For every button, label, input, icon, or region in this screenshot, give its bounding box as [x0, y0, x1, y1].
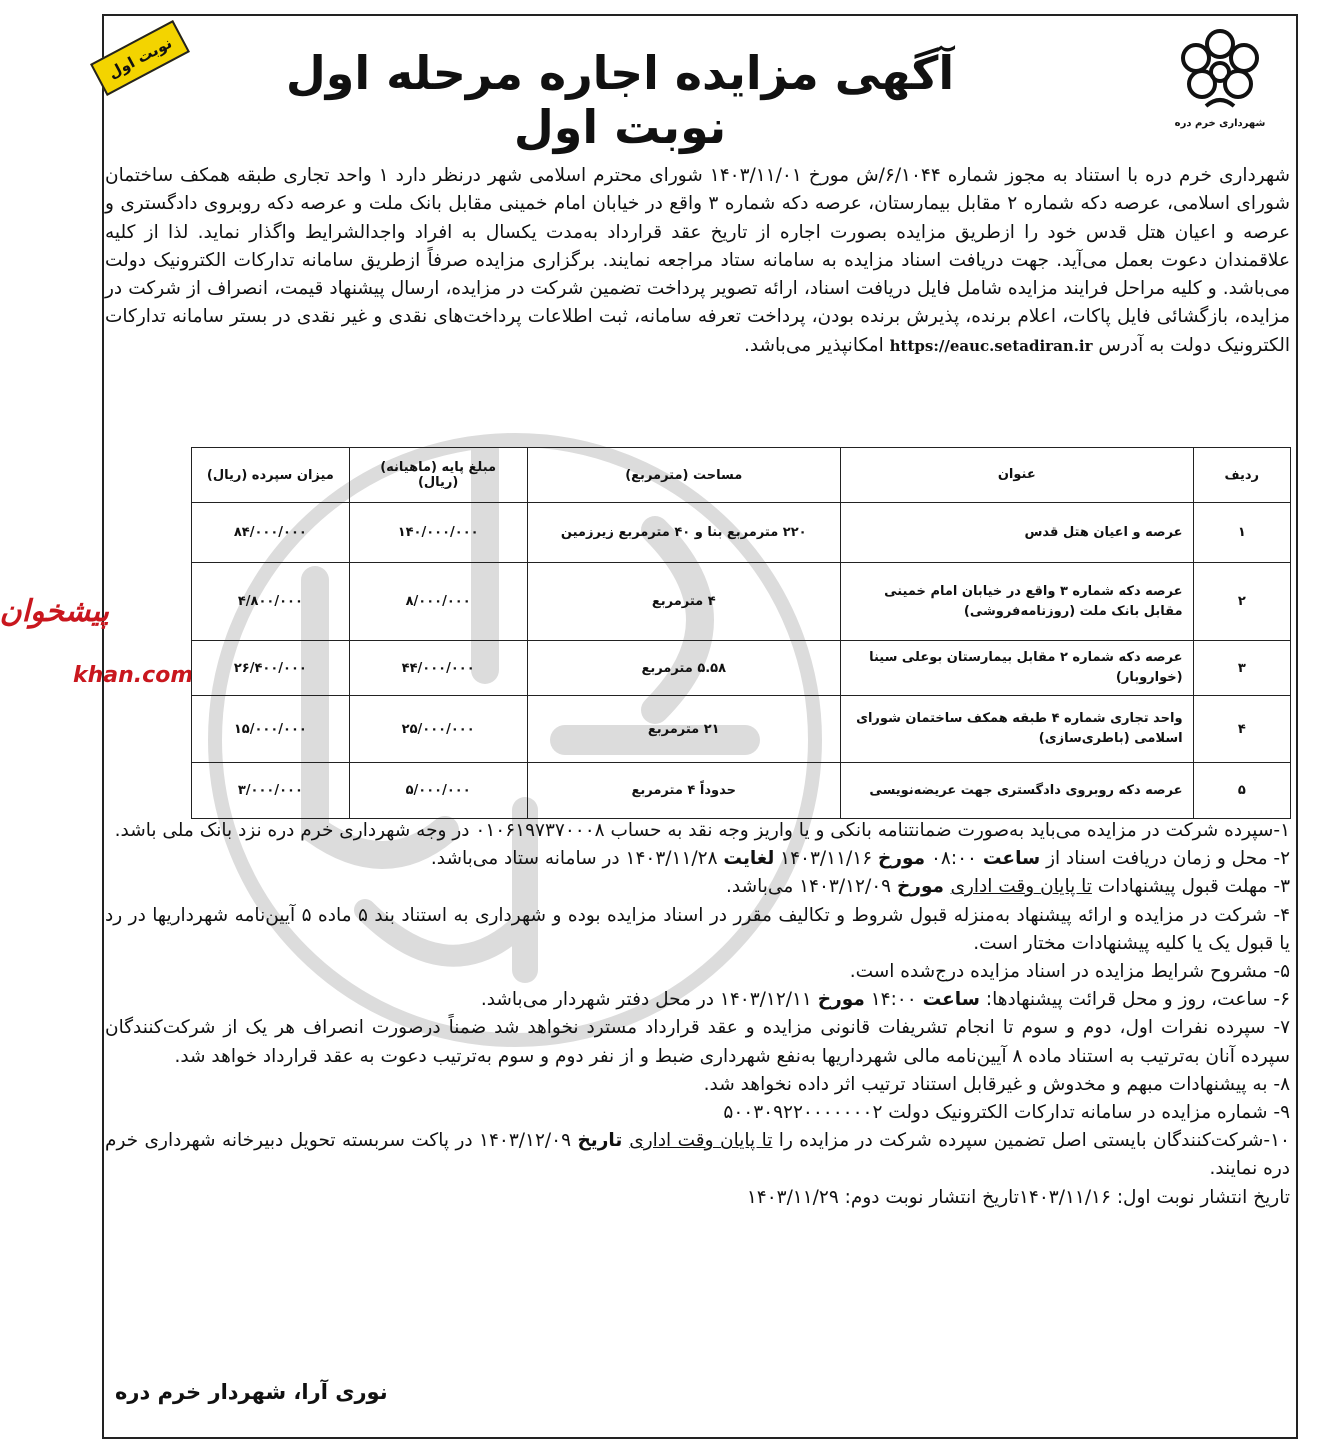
- setad-url-link[interactable]: https://eauc.setadiran.ir: [889, 336, 1093, 355]
- cell-title: واحد تجاری شماره ۴ طبقه همکف ساختمان شورای اسلامی (باطری‌سازی): [840, 696, 1193, 763]
- logo-caption: شهرداری خرم دره: [1174, 118, 1266, 129]
- table-row: [192, 763, 1291, 819]
- header-base-price: مبلغ پایه (ماهیانه) (ریال): [349, 448, 527, 503]
- term-2: ۲- محل و زمان دریافت اسناد از ساعت ۰۸:۰۰ مورخ ۱۴۰۳/۱۱/۱۶ لغایت ۱۴۰۳/۱۱/۲۸ در سامانه ستاد می‌باشد.: [430, 848, 1290, 870]
- cell-row-number: ۱: [1193, 503, 1290, 563]
- term-9: ۹- شماره مزایده در سامانه تدارکات الکترونیک دولت ۵۰۰۳۰۹۲۲۰۰۰۰۰۰۰۲: [723, 1102, 1290, 1124]
- header-title: عنوان: [840, 448, 1193, 503]
- term-7: ۷- سپرده نفرات اول، دوم و سوم تا انجام تشریفات قانونی مزایده و عقد قرارداد مسترد نخواهد شد ضمناً درصورت انصراف هر یک از شرکت‌کنندگان سپرده آنان به‌ترتیب به استناد ماده ۸ آیین‌نامه مالی شهرداریها به‌نفع شهرداری ضبط و از نفر دوم و سوم به‌ترتیب دعوت به عقد قرارداد خواهد شد.: [105, 1017, 1290, 1067]
- cell-deposit: ۴/۸۰۰/۰۰۰: [192, 563, 350, 641]
- side-watermark-en: khan.com: [73, 662, 194, 688]
- cell-deposit: ۱۵/۰۰۰/۰۰۰: [192, 696, 350, 763]
- cell-area: ۵.۵۸ مترمربع: [527, 641, 840, 696]
- table-row: [192, 563, 1291, 641]
- cell-title: عرصه دکه شماره ۳ واقع در خیابان امام خمینی مقابل بانک ملت (روزنامه‌فروشی): [840, 563, 1193, 641]
- intro-paragraph: [105, 162, 1290, 360]
- term-8: ۸- به پیشنهادات مبهم و مخدوش و غیرقابل استناد ترتیب اثر داده نخواهد شد.: [703, 1073, 1290, 1095]
- table-row: [192, 696, 1291, 763]
- page-title: آگهی مزایده اجاره مرحله اول نوبت اول: [285, 46, 955, 154]
- table-row: [192, 641, 1291, 696]
- cell-row-number: ۲: [1193, 563, 1290, 641]
- cell-title: عرصه و اعیان هتل قدس: [840, 503, 1193, 563]
- term-4: ۴- شرکت در مزایده و ارائه پیشنهاد به‌منزله قبول شروط و تکالیف مقرر در اسناد مزایده بوده و شهرداری به استناد بند ۵ ماده ۵ آیین‌نامه شهرداریها در رد یا قبول یک یا کلیه پیشنهادات مختار است.: [105, 904, 1290, 954]
- term-6: ۶- ساعت، روز و محل قرائت پیشنهادها: ساعت ۱۴:۰۰ مورخ ۱۴۰۳/۱۲/۱۱ در محل دفتر شهردار می‌باشد.: [480, 989, 1290, 1011]
- table-header-row: [192, 448, 1291, 503]
- cell-base-price: ۵/۰۰۰/۰۰۰: [349, 763, 527, 819]
- cell-title: عرصه دکه روبروی دادگستری جهت عریضه‌نویسی: [840, 763, 1193, 819]
- term-5: ۵- مشروح شرایط مزایده در اسناد مزایده درج‌شده است.: [849, 961, 1290, 983]
- publish-dates: تاریخ انتشار نوبت اول: ۱۴۰۳/۱۱/۱۶تاریخ انتشار نوبت دوم: ۱۴۰۳/۱۱/۲۹: [746, 1186, 1290, 1208]
- municipality-logo: [1160, 24, 1280, 129]
- round-badge: نوبت اول: [90, 20, 190, 96]
- intro-text: شهرداری خرم دره با استناد به مجوز شماره ۶/۱۰۴۴/ش مورخ ۱۴۰۳/۱۱/۰۱ شورای محترم اسلامی شهر درنظر دارد ۱ واحد تجاری طبقه همکف ساختمان شورای اسلامی، عرصه دکه شماره ۲ مقابل بیمارستان، عرصه دکه شماره ۳ واقع در خیابان امام خمینی مقابل بانک ملت و عرصه دکه روبروی دادگستری و عرصه و اعیان هتل قدس خود را ازطریق مزایده بصورت اجاره از تاریخ عقد قرارداد به‌مدت یکسال به افراد واجدالشرایط واگذار نماید. لذا از کلیه علاقمندان دعوت بعمل می‌آید. جهت دریافت اسناد مزایده به سامانه ستاد مراجعه نمایند. برگزاری مزایده صرفاً ازطریق سامانه تدارکات الکترونیک دولت می‌باشد. و کلیه مراحل فرایند مزایده شامل فایل دریافت اسناد، ارائه تصویر پرداخت تضمین شرکت در مزایده، ارسال پیشنهاد قیمت، انصراف از شرکت در مزایده، بازگشائی فایل پاکات، اعلام برنده، پذیرش برنده بودن، پرداخت تعرفه سامانه، ثبت اطلاعات پرداخت‌های نقدی و غیر نقدی در بستر سامانه تدارکات الکترونیک دولت به آدرس: [105, 165, 1291, 356]
- cell-title: عرصه دکه شماره ۲ مقابل بیمارستان بوعلی سینا (خواروبار): [840, 641, 1193, 696]
- header-row-number: ردیف: [1193, 448, 1290, 503]
- table-row: [192, 503, 1291, 563]
- cell-area: ۴ مترمربع: [527, 563, 840, 641]
- cell-deposit: ۲۶/۴۰۰/۰۰۰: [192, 641, 350, 696]
- cell-area: حدوداً ۴ مترمربع: [527, 763, 840, 819]
- intro-tail: امکانپذیر می‌باشد.: [743, 334, 884, 356]
- cell-deposit: ۳/۰۰۰/۰۰۰: [192, 763, 350, 819]
- cell-base-price: ۸/۰۰۰/۰۰۰: [349, 563, 527, 641]
- side-watermark-fa: پیشخوان: [0, 594, 109, 629]
- mayor-signature: نوری آرا، شهردار خرم دره: [115, 1380, 388, 1404]
- terms-list: [105, 817, 1290, 1212]
- cell-base-price: ۴۴/۰۰۰/۰۰۰: [349, 641, 527, 696]
- cell-base-price: ۱۴۰/۰۰۰/۰۰۰: [349, 503, 527, 563]
- term-1: ۱-سپرده شرکت در مزایده می‌باید به‌صورت ضمانتنامه بانکی و یا واریز وجه نقد به حساب ۰۱۰۶۱۹۷۳۷۰۰۰۸ در وجه شهرداری خرم دره نزد بانک ملی باشد.: [114, 820, 1290, 841]
- cell-row-number: ۵: [1193, 763, 1290, 819]
- side-watermark-text: [0, 594, 194, 688]
- cell-row-number: ۴: [1193, 696, 1290, 763]
- cell-area: ۲۱ مترمربع: [527, 696, 840, 763]
- cell-deposit: ۸۴/۰۰۰/۰۰۰: [192, 503, 350, 563]
- header-deposit: میزان سپرده (ریال): [192, 448, 350, 503]
- cell-row-number: ۳: [1193, 641, 1290, 696]
- municipality-emblem-icon: [1172, 24, 1268, 116]
- auction-items-table: [191, 447, 1291, 819]
- term-10: ۱۰-شرکت‌کنندگان بایستی اصل تضمین سپرده شرکت در مزایده را تا پایان وقت اداری تاریخ ۱۴۰۳/۱۲/۰۹ در پاکت سربسته تحویل دبیرخانه شهرداری خرم دره نمایند.: [105, 1130, 1290, 1180]
- cell-base-price: ۲۵/۰۰۰/۰۰۰: [349, 696, 527, 763]
- header-area: مساحت (مترمربع): [527, 448, 840, 503]
- cell-area: ۲۲۰ مترمربع بنا و ۴۰ مترمربع زیرزمین: [527, 503, 840, 563]
- term-3: ۳- مهلت قبول پیشنهادات تا پایان وقت اداری مورخ ۱۴۰۳/۱۲/۰۹ می‌باشد.: [726, 876, 1290, 898]
